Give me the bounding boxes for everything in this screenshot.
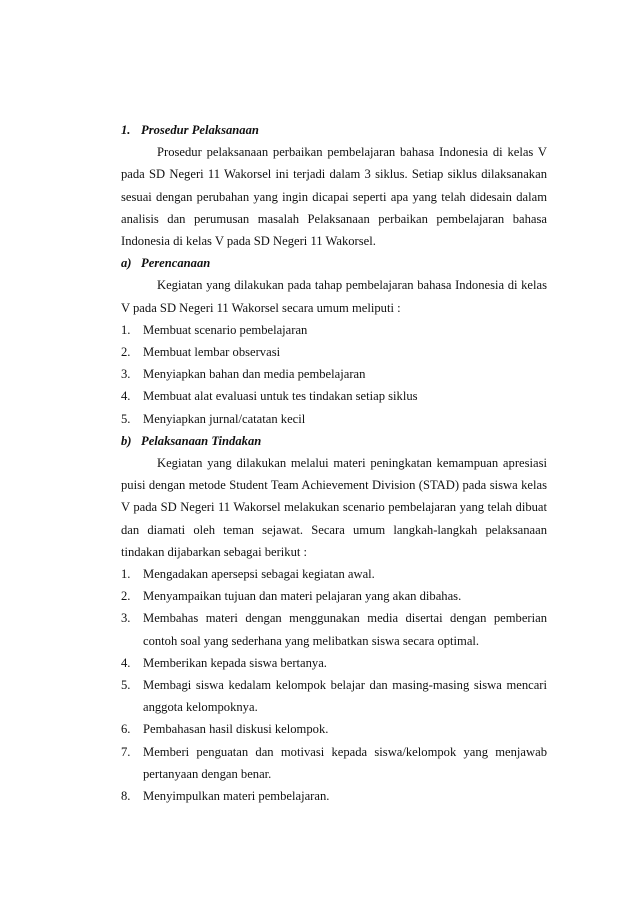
list-text: Membagi siswa kedalam kelompok belajar dan masing-masing siswa mencari anggota kelompoknya. bbox=[143, 678, 547, 715]
list-text: Menyimpulkan materi pembelajaran. bbox=[143, 789, 330, 804]
list-item bbox=[121, 385, 547, 407]
list-text: Membuat lembar observasi bbox=[143, 345, 281, 360]
section-title: Perencanaan bbox=[141, 256, 211, 271]
list-item bbox=[121, 585, 547, 607]
list-text: Menyiapkan jurnal/catatan kecil bbox=[143, 411, 306, 426]
list-number: 3. bbox=[121, 611, 131, 626]
list-number: 8. bbox=[121, 789, 131, 804]
list-number: 4. bbox=[121, 655, 131, 670]
list-item bbox=[121, 607, 547, 651]
list-item bbox=[121, 319, 547, 341]
list-number: 3. bbox=[121, 367, 131, 382]
list-text: Menyiapkan bahan dan media pembelajaran bbox=[143, 367, 366, 382]
list-number: 2. bbox=[121, 589, 131, 604]
list-item bbox=[121, 408, 547, 430]
section-title: Prosedur Pelaksanaan bbox=[141, 123, 259, 137]
list-text: Memberi penguatan dan motivasi kepada siswa/kelompok yang menjawab pertanyaan dengan benar. bbox=[143, 744, 547, 781]
list-text: Membahas materi dengan menggunakan media disertai dengan pemberian contoh soal yang sederhana yang melibatkan siswa secara optimal. bbox=[143, 611, 547, 648]
list-number: 7. bbox=[121, 744, 131, 759]
list-item bbox=[121, 363, 547, 385]
list-number: 4. bbox=[121, 389, 131, 404]
document-body bbox=[121, 119, 547, 807]
list-pelaksanaan bbox=[121, 563, 547, 807]
paragraph-perencanaan: Kegiatan yang dilakukan pada tahap pembelajaran bahasa Indonesia di kelas V pada SD Negeri 11 Wakorsel secara umum meliputi : bbox=[121, 278, 547, 315]
list-text: Memberikan kepada siswa bertanya. bbox=[143, 655, 327, 670]
list-text: Pembahasan hasil diskusi kelompok. bbox=[143, 722, 329, 737]
list-number: 2. bbox=[121, 345, 131, 360]
list-number: 5. bbox=[121, 411, 131, 426]
list-item bbox=[121, 718, 547, 740]
paragraph-prosedur: Prosedur pelaksanaan perbaikan pembelajaran bahasa Indonesia di kelas V pada SD Negeri 11 Wakorsel ini terjadi dalam 3 siklus. Setiap siklus dilaksanakan sesuai dengan perubahan yang ingin dicapai seperti apa yang telah didesain dalam analisis dan perumusan masalah Pelaksanaan perbaikan pembelajaran bahasa Indonesia di kelas V pada SD Negeri 11 Wakorsel. bbox=[121, 145, 547, 249]
list-text: Membuat scenario pembelajaran bbox=[143, 322, 308, 337]
section-heading-pelaksanaan bbox=[121, 430, 547, 452]
list-item bbox=[121, 652, 547, 674]
section-heading-prosedur bbox=[121, 119, 547, 141]
list-item bbox=[121, 741, 547, 785]
list-number: 1. bbox=[121, 567, 131, 582]
list-number: 6. bbox=[121, 722, 131, 737]
paragraph-pelaksanaan: Kegiatan yang dilakukan melalui materi peningkatan kemampuan apresiasi puisi dengan metode Student Team Achievement Division (STAD) pada siswa kelas V pada SD Negeri 11 Wakorsel melakukan scenario pembelajaran yang telah dibuat dan diamati oleh teman sejawat. Secara umum langkah-langkah pelaksanaan tindakan dijabarkan sebagai berikut : bbox=[121, 456, 547, 559]
list-number: 5. bbox=[121, 678, 131, 693]
section-number: a) bbox=[121, 256, 132, 271]
list-item bbox=[121, 341, 547, 363]
list-item bbox=[121, 785, 547, 807]
list-item bbox=[121, 563, 547, 585]
list-text: Mengadakan apersepsi sebagai kegiatan awal. bbox=[143, 567, 375, 582]
section-number: 1. bbox=[121, 123, 131, 137]
section-title: Pelaksanaan Tindakan bbox=[141, 433, 262, 448]
section-heading-perencanaan bbox=[121, 252, 547, 274]
section-number: b) bbox=[121, 433, 132, 448]
list-number: 1. bbox=[121, 322, 131, 337]
list-item bbox=[121, 674, 547, 718]
list-text: Menyampaikan tujuan dan materi pelajaran yang akan dibahas. bbox=[143, 589, 462, 604]
list-perencanaan bbox=[121, 319, 547, 430]
list-text: Membuat alat evaluasi untuk tes tindakan setiap siklus bbox=[143, 389, 418, 404]
